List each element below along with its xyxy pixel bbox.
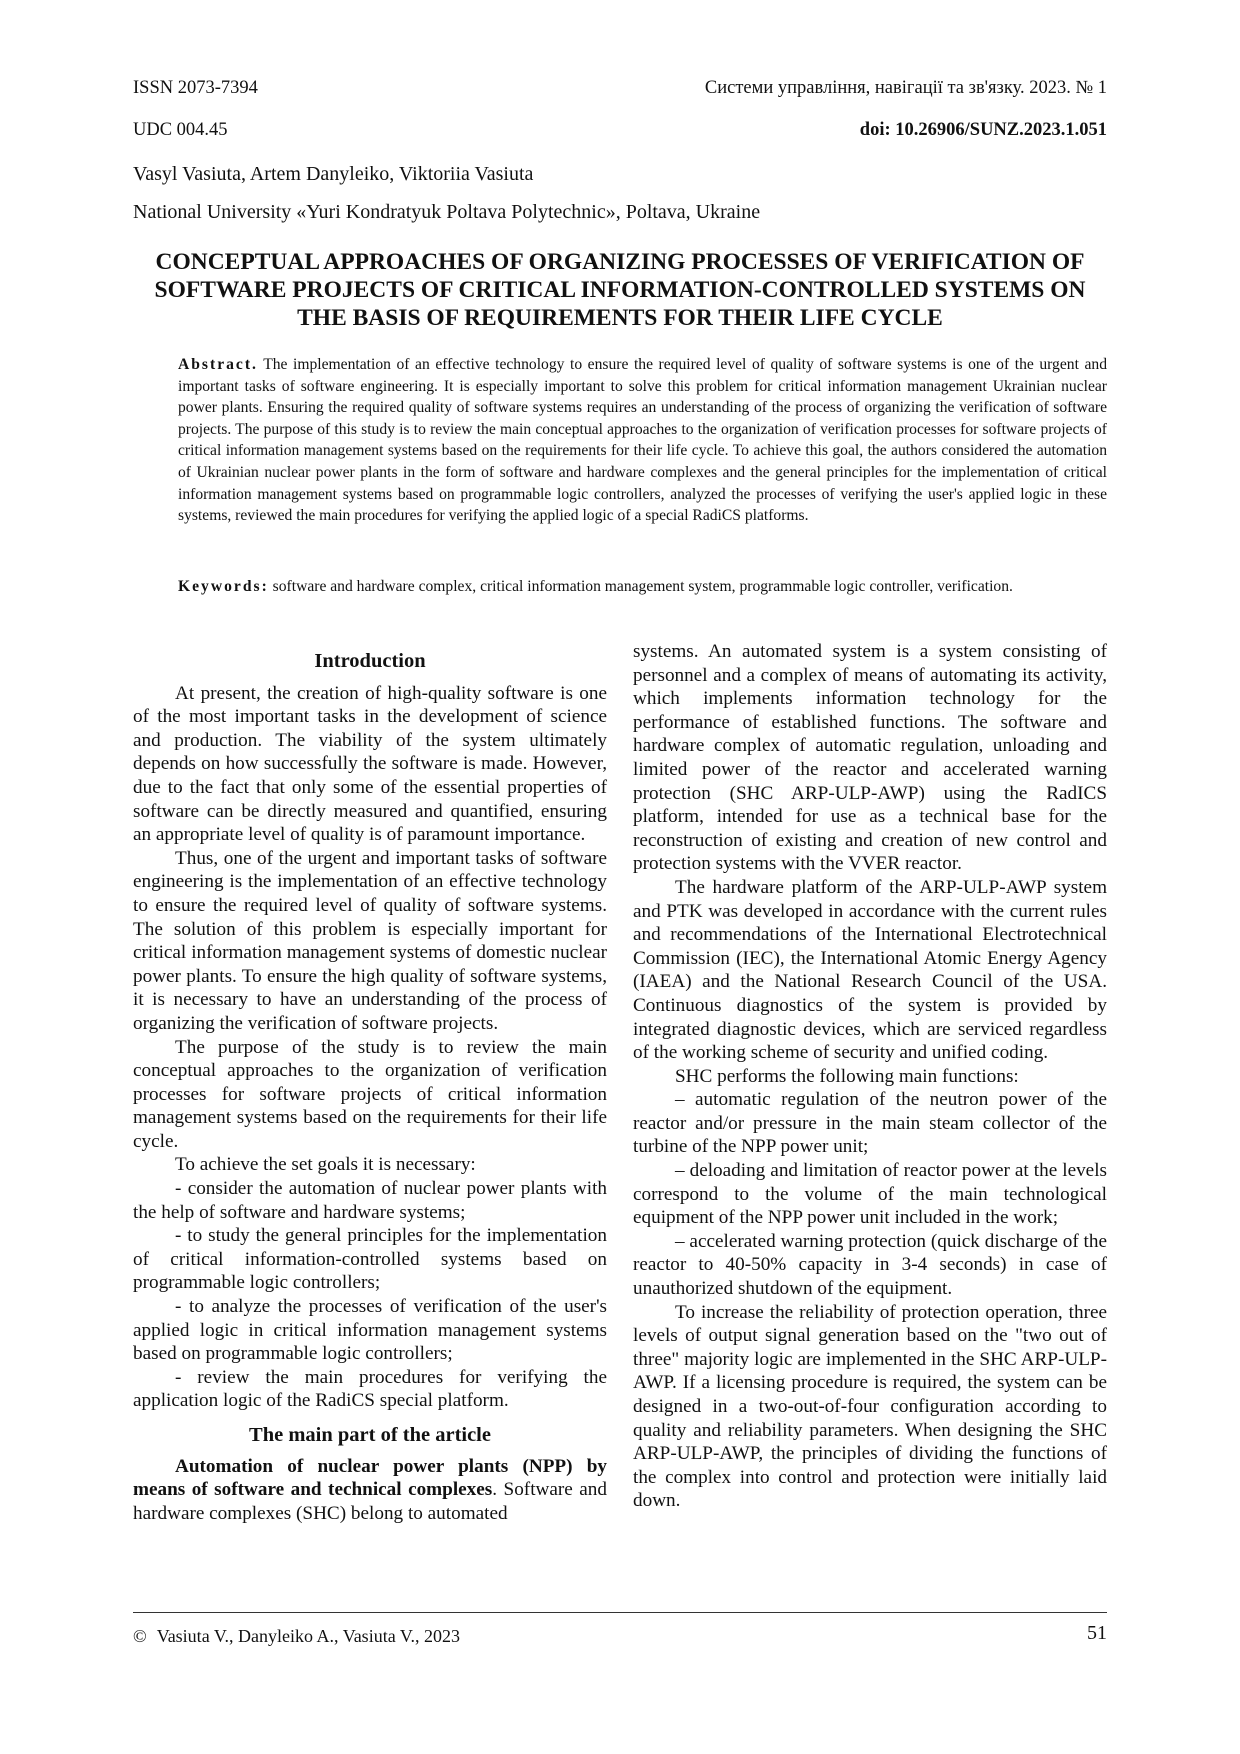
paragraph-text: . Software and hardware complexes (SHC) belong to automated [133,1479,607,1524]
abstract [178,354,1107,527]
paragraph: systems. An automated system is a system consisting of personnel and a complex of means of automating its activity, which implements information technology for the performance of established functions. The software and hardware complex of automatic regulation, unloading and limited power of the reactor and accelerated warning protection (SHC ARP-ULP-AWP) using the RadICS platform, intended for use as a technical base for the reconstruction of existing and creation of new control and protection systems with the VVER reactor. [633,641,1107,875]
journal-name: Системи управління, навігації та зв'язку. 2023. № 1 [704,78,1107,98]
authors: Vasyl Vasiuta, Artem Danyleiko, Viktoriia Vasiuta [133,163,534,185]
list-item: – accelerated warning protection (quick discharge of the reactor to 40-50% capacity in 3-4 seconds) in case of unauthorized shutdown of the equipment. [633,1230,1107,1300]
bold-lead-in: Automation of nuclear power plants (NPP) by means of software and technical complexes [133,1455,607,1501]
page-number: 51 [1087,1622,1107,1644]
list-item: - consider the automation of nuclear power plants with the help of software and hardware systems; [133,1178,607,1223]
doi: doi: 10.26906/SUNZ.2023.1.051 [859,120,1107,140]
copyright-text: Vasiuta V., Danyleiko A., Vasiuta V., 2023 [156,1626,461,1646]
main-part-heading: The main part of the article [249,1424,491,1446]
footer-divider [133,1612,1107,1613]
paragraph: The hardware platform of the ARP-ULP-AWP system and PTK was developed in accordance with the current rules and recommendations of the International Electrotechnical Commission (IEC), the International Atomic Energy Agency (IAEA) and the National Research Council of the USA. Continuous diagnostics of the system is provided by integrated diagnostic devices, which are serviced regardless of the working scheme of security and unified coding. [633,876,1107,1064]
paragraph: At present, the creation of high-quality software is one of the most important tasks in the development of science and production. The viability of the system ultimately depends on how successfully the software is made. However, due to the fact that only some of the essential properties of software can be directly measured and quantified, ensuring an appropriate level of quality is of paramount importance. [133,682,607,846]
left-column [133,640,607,1525]
keywords-text: software and hardware complex, critical information management system, programmable logic controller, verification. [272,578,1013,595]
paragraph [133,1455,607,1526]
affiliation: National University «Yuri Kondratyuk Poltava Polytechnic», Poltava, Ukraine [133,201,761,223]
right-column [633,640,1107,1513]
abstract-text: The implementation of an effective technology to ensure the required level of quality of software systems is one of the urgent and important tasks of software engineering. It is especially important to solve this problem for critical information management Ukrainian nuclear power plants. Ensuring the required quality of software systems requires an understanding of the process of organizing the verification of software projects. The purpose of this study is to review the main conceptual approaches to the organization of verification processes for software projects of critical information management systems based on the requirements for their life cycle. To achieve this goal, the authors considered the automation of Ukrainian nuclear power plants in the form of software and hardware complexes and the general principles for the implementation of critical information management systems based on programmable logic controllers, analyzed the processes of verifying the user's applied logic in these systems, reviewed the main procedures for verifying the applied logic of a special RadiCS platforms. [178,356,1107,525]
paragraph: The purpose of the study is to review the main conceptual approaches to the organization of verification processes for software projects of critical information management systems based on the requirements for their life cycle. [133,1036,607,1152]
copyright [133,1626,460,1647]
copyright-symbol: © [133,1626,147,1646]
issn: ISSN 2073-7394 [133,78,258,98]
paragraph: Thus, one of the urgent and important tasks of software engineering is the implementation of an effective technology to ensure the required level of quality of software systems. The solution of this problem is especially important for critical information management systems of domestic nuclear power plants. To ensure the high quality of software systems, it is necessary to have an understanding of the process of organizing the verification of software projects. [133,847,607,1034]
introduction-heading: Introduction [314,650,426,672]
udc: UDC 004.45 [133,120,228,140]
paragraph: To increase the reliability of protection operation, three levels of output signal generation based on the "two out of three" majority logic are implemented in the SHC ARP-ULP-AWP. If a licensing procedure is required, the system can be designed in a two-out-of-four configuration according to quality and reliability parameters. When designing the SHC ARP-ULP-AWP, the principles of dividing the functions of the complex into control and protection were initially laid down. [633,1301,1107,1512]
paragraph: SHC performs the following main functions: [675,1065,1019,1087]
abstract-label: Abstract. [178,356,258,373]
keywords [178,576,1107,598]
list-item: - to study the general principles for the implementation of critical information-controlled systems based on programmable logic controllers; [133,1225,607,1294]
paragraph: To achieve the set goals it is necessary: [175,1154,476,1176]
keywords-label: Keywords: [178,578,269,595]
list-item: – deloading and limitation of reactor power at the levels correspond to the volume of the main technological equipment of the NPP power unit included in the work; [633,1160,1107,1229]
list-item: - review the main procedures for verifying the application logic of the RadiCS special platform. [133,1366,607,1412]
list-item: - to analyze the processes of verification of the user's applied logic in critical information management systems based on programmable logic controllers; [133,1296,607,1365]
article-title: CONCEPTUAL APPROACHES OF ORGANIZING PROCESSES OF VERIFICATION OF SOFTWARE PROJECTS OF CRITICAL INFORMATION-CONTROLLED SYSTEMS ON THE BASIS OF REQUIREMENTS FOR THEIR LIFE CYCLE [154,249,1086,331]
list-item: – automatic regulation of the neutron power of the reactor and/or pressure in the main steam collector of the turbine of the NPP power unit; [633,1089,1107,1158]
